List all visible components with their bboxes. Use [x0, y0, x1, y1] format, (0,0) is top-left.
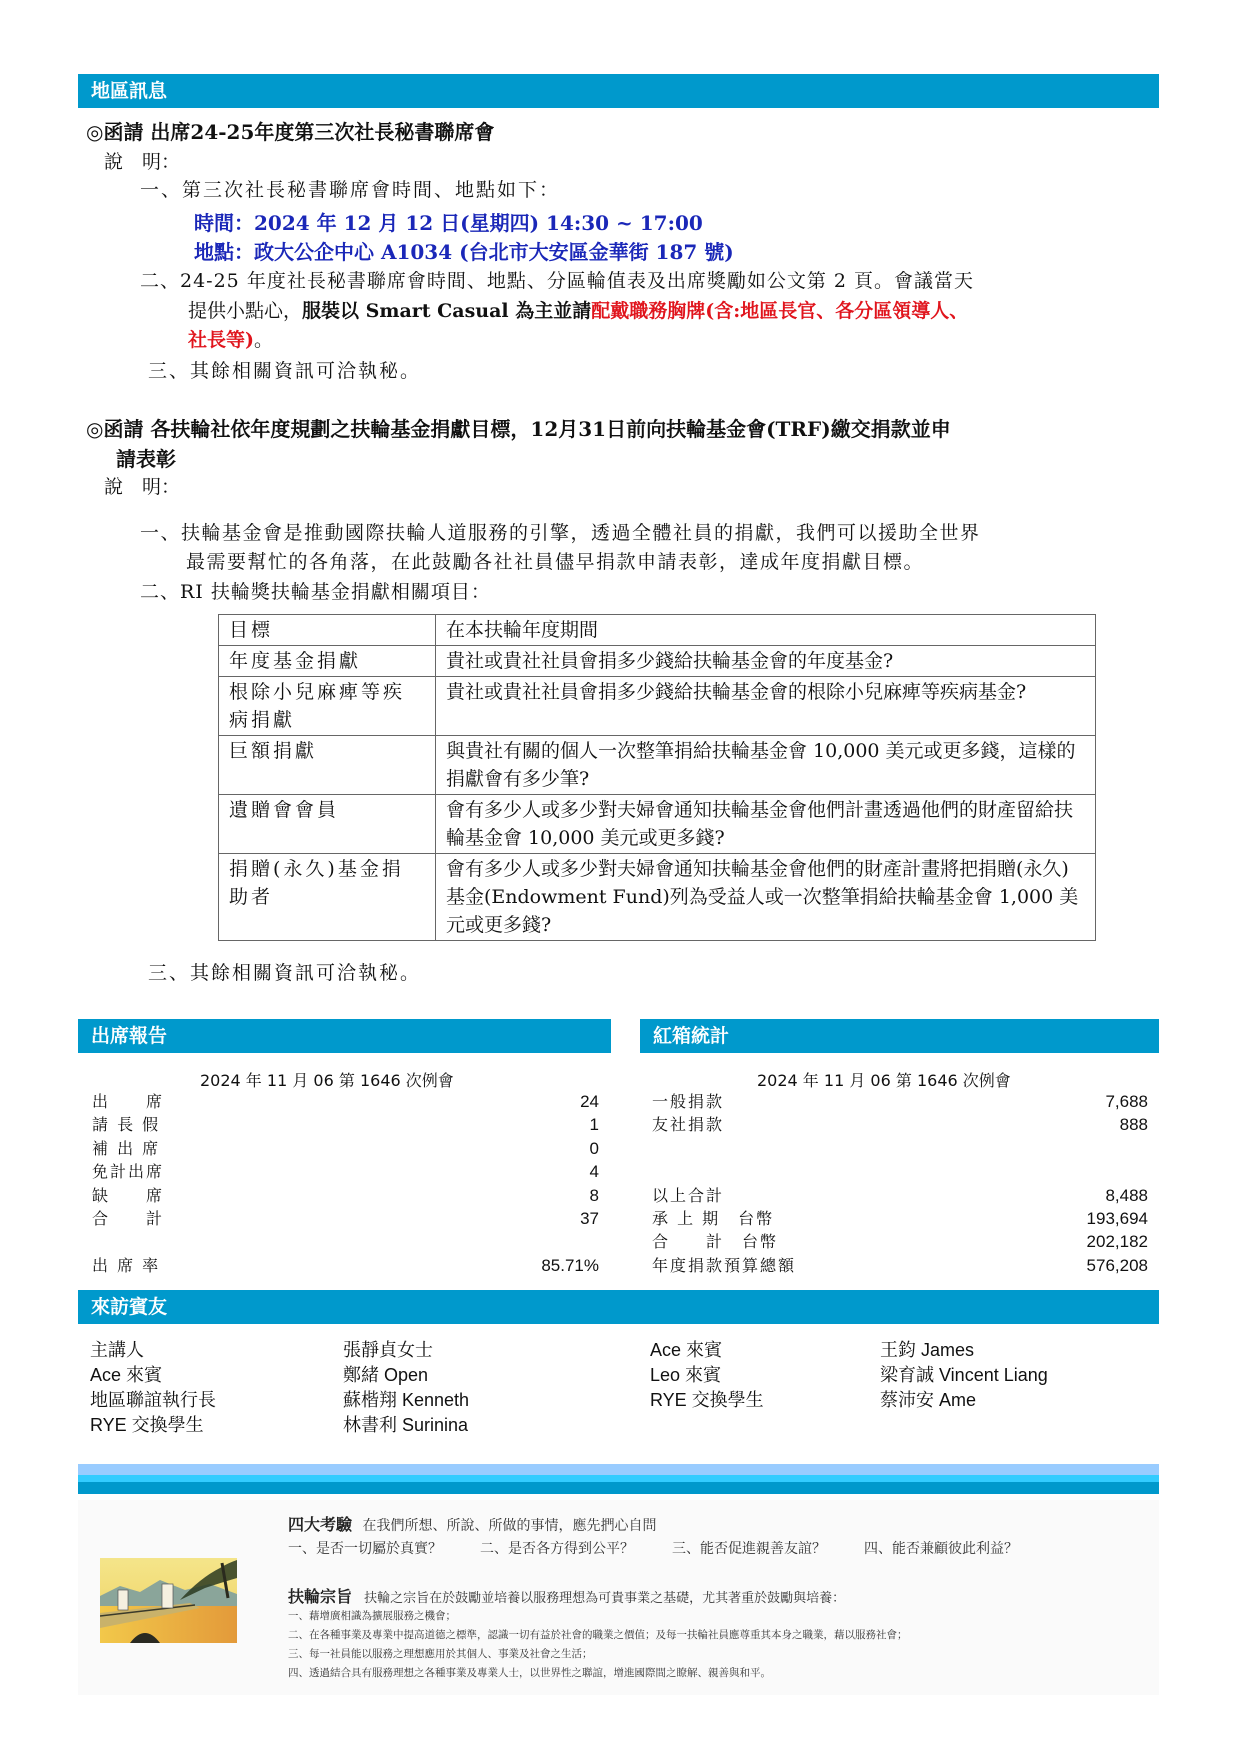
- guest-entry: Ace 來賓: [90, 1365, 163, 1385]
- attendance-row: [92, 1184, 599, 1207]
- guest-entry: 蔡沛安 Ame: [880, 1390, 977, 1410]
- table-cell-goal: 年度基金捐獻: [219, 646, 436, 677]
- decorative-stripe-dark: [78, 1482, 1159, 1494]
- attendance-label: 合 計: [92, 1209, 165, 1228]
- guests-col-1: [90, 1338, 216, 1438]
- guest-entry: Ace 來賓: [650, 1340, 723, 1360]
- four-way-items: [288, 1538, 1018, 1558]
- attendance-row: [92, 1160, 599, 1183]
- table-row: [219, 677, 1096, 736]
- object-of-rotary: [288, 1584, 845, 1607]
- four-way-item: 一、是否一切屬於真實？: [288, 1541, 442, 1557]
- table-cell-goal: 遺贈會會員: [219, 795, 436, 854]
- table-header-row: [219, 615, 1096, 646]
- attendance-value: 4: [589, 1162, 599, 1181]
- item1-point2-line1: 二、24-25 年度社長秘書聯席會時間、地點、分區輪值表及出席獎勵如公文第 2 頁。會議當天: [140, 270, 974, 292]
- guest-entry: 王鈞 James: [880, 1340, 975, 1360]
- redbox-total-label: 合 計 台幣: [652, 1232, 779, 1251]
- attendance-row: [92, 1207, 599, 1230]
- period: 。: [254, 329, 274, 351]
- redbox-value: 7,688: [1105, 1092, 1148, 1111]
- redbox-meeting: 2024 年 11 月 06 第 1646 次例會: [757, 1071, 1011, 1090]
- redbox-total-label: 年度捐款預算總額: [652, 1256, 797, 1275]
- four-way-item: 四、能否兼顧彼此利益？: [864, 1541, 1018, 1557]
- four-way-intro: 在我們所想、所說、所做的事情，應先捫心自問: [362, 1518, 657, 1534]
- attendance-row: [92, 1137, 599, 1160]
- redbox-row: [652, 1113, 1148, 1136]
- redbox-total-value: 8,488: [1105, 1186, 1148, 1205]
- four-way-item: 三、能否促進親善友誼？: [672, 1541, 826, 1557]
- item2-point1-line1: 一、扶輪基金會是推動國際扶輪人道服務的引擎，透過全體社員的捐獻，我們可以援助全世界: [140, 522, 981, 544]
- attendance-label: 缺 席: [92, 1186, 165, 1205]
- guest-entry: 鄭緒 Open: [343, 1365, 429, 1385]
- item1-point2-line3: [188, 325, 273, 352]
- attendance-value: 37: [580, 1209, 599, 1228]
- redbox-total-value: 193,694: [1086, 1209, 1148, 1228]
- object-title: 扶輪宗旨: [288, 1587, 353, 1606]
- attendance-rate-value: 85.71%: [541, 1256, 599, 1275]
- table-row: [219, 646, 1096, 677]
- item2-point1-line2: 最需要幫忙的各角落，在此鼓勵各社社員儘早捐款申請表彰，達成年度捐獻目標。: [186, 551, 925, 573]
- guest-entry: 蘇楷翔 Kenneth: [343, 1390, 470, 1410]
- guests-col-4: [880, 1338, 1048, 1413]
- bridge-landscape-icon: [100, 1558, 237, 1643]
- meeting-place: 地點：政大公企中心 A1034 (台北市大安區金華街 187 號): [194, 240, 734, 264]
- guest-entry: 梁育誠 Vincent Liang: [880, 1365, 1048, 1385]
- donation-goals-table: [218, 614, 1096, 941]
- attendance-label: 免計出席: [92, 1162, 165, 1181]
- attendance-section-header: 出席報告: [78, 1019, 611, 1053]
- redbox-total-label: 承 上 期 台幣: [652, 1209, 775, 1228]
- item1-point2-line2: [188, 296, 968, 323]
- badge-notice-text-end: 社長等): [188, 329, 254, 351]
- object-intro: 扶輪之宗旨在於鼓勵並培養以服務理想為可貴事業之基礎，尤其著重於鼓勵與培養：: [364, 1591, 846, 1606]
- four-way-test: [288, 1512, 656, 1535]
- item1-title: ◎函請 出席24-25年度第三次社長秘書聯席會: [86, 120, 495, 144]
- attendance-label: 請 長 假: [92, 1115, 161, 1134]
- district-section-header: 地區訊息: [78, 74, 1159, 108]
- object-item: 一、藉增廣相識為擴展服務之機會；: [288, 1610, 456, 1622]
- table-cell-desc: 會有多少人或多少對夫婦會通知扶輪基金會他們計畫透過他們的財產留給扶輪基金會 10,000 美元或更多錢?: [436, 795, 1096, 854]
- table-cell-desc: 會有多少人或多少對夫婦會通知扶輪基金會他們的財產計畫將把捐贈(永久)基金(Endowment Fund)列為受益人或一次整筆捐給扶輪基金會 1,000 美元或更多錢?: [436, 854, 1096, 941]
- redbox-total-row: [652, 1184, 1148, 1207]
- attendance-value: 1: [589, 1115, 599, 1134]
- badge-notice-text: 配戴職務胸牌(含:地區長官、各分區領導人、: [591, 300, 969, 322]
- redbox-total-row: [652, 1230, 1148, 1253]
- snacks-text: 提供小點心，: [188, 300, 303, 322]
- guests-col-2: [343, 1338, 469, 1438]
- redbox-total-row: [652, 1207, 1148, 1230]
- guest-entry: RYE 交換學生: [90, 1415, 204, 1435]
- item1-explain-label: 說 明：: [104, 151, 181, 173]
- redbox-total-value: 576,208: [1086, 1256, 1148, 1275]
- object-item: 三、每一社員能以服務之理想應用於其個人、事業及社會之生活；: [288, 1648, 593, 1660]
- redbox-row: [652, 1090, 1148, 1113]
- table-row: [219, 854, 1096, 941]
- four-way-item: 二、是否各方得到公平？: [480, 1541, 634, 1557]
- guests-section-header: 來訪賓友: [78, 1290, 1159, 1324]
- item2-title-line1: ◎函請 各扶輪社依年度規劃之扶輪基金捐獻目標，12月31日前向扶輪基金會(TRF)繳交捐款並申: [86, 417, 951, 441]
- guests-col-3: [650, 1338, 764, 1413]
- table-row: [219, 736, 1096, 795]
- item2-point2: 二、RI 扶輪獎扶輪基金捐獻相關項目：: [140, 581, 491, 603]
- table-cell-desc: 貴社或貴社社員會捐多少錢給扶輪基金會的根除小兒麻痺等疾病基金?: [436, 677, 1096, 736]
- item2-point3: 三、其餘相關資訊可洽執秘。: [148, 962, 422, 984]
- guest-entry: 主講人: [90, 1340, 144, 1360]
- decorative-stripe-light: [78, 1464, 1159, 1475]
- redbox-total-value: 202,182: [1086, 1232, 1148, 1251]
- attendance-row: [92, 1090, 599, 1113]
- redbox-section-header: 紅箱統計: [640, 1019, 1159, 1053]
- item1-point1: 一、第三次社長秘書聯席會時間、地點如下：: [140, 179, 561, 201]
- item2-explain-label: 說 明：: [104, 476, 181, 498]
- object-item: 四、透過結合具有服務理想之各種事業及專業人士，以世界性之聯誼，增進國際間之瞭解、親善與和平。: [288, 1667, 771, 1679]
- table-cell-desc: 與貴社有關的個人一次整筆捐給扶輪基金會 10,000 美元或更多錢，這樣的捐獻會有多少筆?: [436, 736, 1096, 795]
- object-item: 二、在各種事業及專業中提高道德之標準，認識一切有益於社會的職業之價值；及每一扶輪社員應尊重其本身之職業，藉以服務社會；: [288, 1629, 908, 1641]
- attendance-rate-row: [92, 1254, 599, 1277]
- guest-entry: 張靜貞女士: [343, 1340, 433, 1360]
- attendance-label: 出 席: [92, 1092, 165, 1111]
- redbox-total-label: 以上合計: [652, 1186, 725, 1205]
- attendance-meeting: 2024 年 11 月 06 第 1646 次例會: [200, 1071, 454, 1090]
- dress-code-text: 服裝以 Smart Casual 為主並請: [302, 300, 592, 322]
- guest-entry: 林書利 Surinina: [343, 1415, 469, 1435]
- table-cell-goal: 巨額捐獻: [219, 736, 436, 795]
- table-cell-goal: 根除小兒麻痺等疾病捐獻: [219, 677, 436, 736]
- meeting-time: 時間：2024 年 12 月 12 日(星期四) 14:30 ~ 17:00: [194, 211, 703, 235]
- guest-entry: RYE 交換學生: [650, 1390, 764, 1410]
- redbox-label: 友社捐款: [652, 1115, 725, 1134]
- attendance-label: 補 出 席: [92, 1139, 161, 1158]
- attendance-value: 8: [589, 1186, 599, 1205]
- table-row: [219, 795, 1096, 854]
- redbox-value: 888: [1119, 1115, 1148, 1134]
- attendance-value: 24: [580, 1092, 599, 1111]
- object-items: [288, 1607, 908, 1683]
- decorative-stripe-mid: [78, 1475, 1159, 1482]
- table-cell-desc: 貴社或貴社社員會捐多少錢給扶輪基金會的年度基金?: [436, 646, 1096, 677]
- attendance-value: 0: [589, 1139, 599, 1158]
- guest-entry: 地區聯誼執行長: [90, 1390, 216, 1410]
- bridge-painting-image: [100, 1558, 237, 1643]
- table-header-cell: 目標: [219, 615, 436, 646]
- item1-point3: 三、其餘相關資訊可洽執秘。: [148, 360, 422, 382]
- four-way-title: 四大考驗: [288, 1515, 353, 1534]
- table-cell-goal: 捐贈(永久)基金捐助者: [219, 854, 436, 941]
- redbox-label: 一般捐款: [652, 1092, 725, 1111]
- attendance-row: [92, 1113, 599, 1136]
- item2-title-line2: 請表彰: [116, 447, 176, 471]
- attendance-rate-label: 出 席 率: [92, 1256, 161, 1275]
- redbox-total-row: [652, 1254, 1148, 1277]
- table-header-cell: 在本扶輪年度期間: [436, 615, 1096, 646]
- guest-entry: Leo 來賓: [650, 1365, 722, 1385]
